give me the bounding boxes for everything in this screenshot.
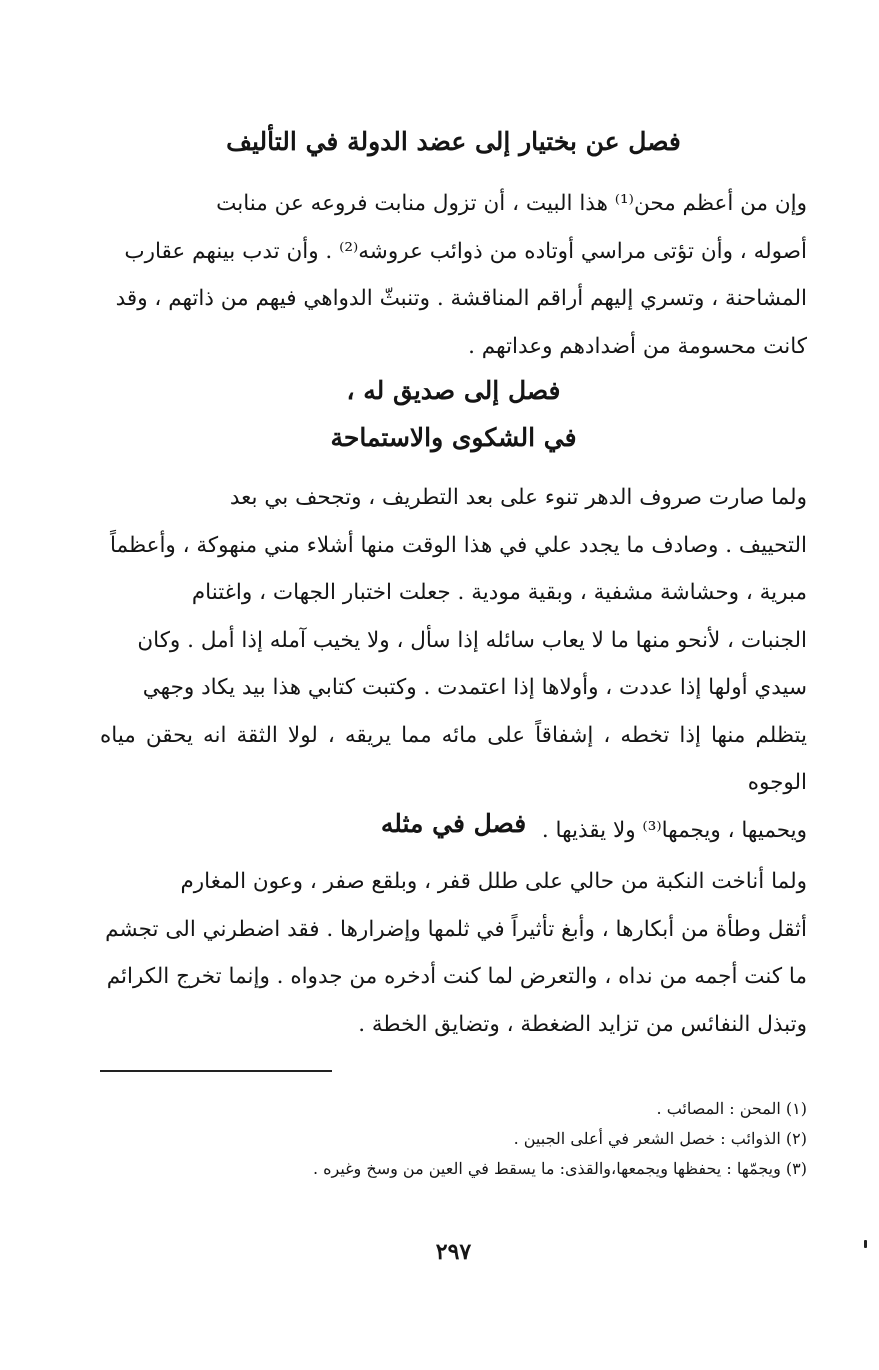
body-line: التحييف . وصادف ما يجدد علي في هذا الوقت منها أشلاء مني منهوكة ، وأعظماً [110,532,807,558]
body-line: أثقل وطأة من أبكارها ، وأبغ تأثيراً في ثلمها وإضرارها . فقد اضطرني الى تجشم [105,916,807,942]
section-2-subtitle: في الشكوى والاستماحة [330,423,577,452]
body-line: ما كنت أجمه من نداه ، والتعرض لما كنت أدخره من جدواه . وإنما تخرج الكرائم [106,964,807,989]
body-line: ولما أناخت النكبة من حالي على طلل قفر ، وبلقع صفر ، وعون المغارم [180,869,807,894]
footnote-3: (٣) ويجمّها : يحفظها ويجمعها،والقذى: ما يسقط في العين من وسخ وغيره . [312,1159,807,1178]
footnote-1: (١) المحن : المصائب . [656,1099,807,1118]
body-line: المشاحنة ، وتسري إليهم أراقم المناقشة . وتنبثّ الدواهي فيهم من ذاتهم ، وقد [115,286,807,311]
page-number: ٢٩٧ [435,1239,472,1265]
body-line: الجنبات ، لأنحو منها ما لا يعاب سائله إذا سأل ، ولا يخيب آمله إذا أمل . وكان [137,627,807,653]
body-line: يتظلم منها إذا تخطه ، إشفاقاً على مائه مما يريقه ، لولا الثقة انه يحقن مياه الوجوه [100,722,807,795]
body-line: ويحميها ، ويجمها⁽³⁾ ولا يقذيها . [541,817,807,843]
section-2-title: فصل إلى صديق له ، [346,376,561,405]
book-page [100,0,807,1370]
section-3-title: فصل في مثله [380,809,527,838]
section-1-title: فصل عن بختيار إلى عضد الدولة في التأليف [226,127,681,156]
footnotes [100,1094,807,1184]
margin-ink-mark [864,1240,867,1248]
body-line: وإن من أعظم محن⁽¹⁾ هذا البيت ، أن تزول منابت فروعه عن منابت [216,191,807,216]
footnote-divider [100,1070,332,1072]
body-line: مبرية ، وحشاشة مشفية ، وبقية مودية . جعلت اختبار الجهات ، واغتنام [191,580,807,605]
section-2-body [100,474,807,854]
section-3-body [100,858,807,1048]
footnote-2: (٢) الذوائب : خصل الشعر في أعلى الجبين . [513,1129,807,1148]
body-line: كانت محسومة من أضدادهم وعداتهم . [468,333,807,359]
body-line: ولما صارت صروف الدهر تنوء على بعد التطريف ، وتجحف بي بعد [229,485,807,510]
body-line: سيدي أولها إذا عددت ، وأولاها إذا اعتمدت . وكتبت كتابي هذا بيد يكاد وجهي [142,675,807,700]
body-line: أصوله ، وأن تؤتى مراسي أوتاده من ذوائب عروشه⁽²⁾ . وأن تدب بينهم عقارب [124,238,807,264]
section-1-body [100,180,807,370]
body-line: وتبذل النفائس من تزايد الضغطة ، وتضايق الخطة . [358,1011,807,1037]
